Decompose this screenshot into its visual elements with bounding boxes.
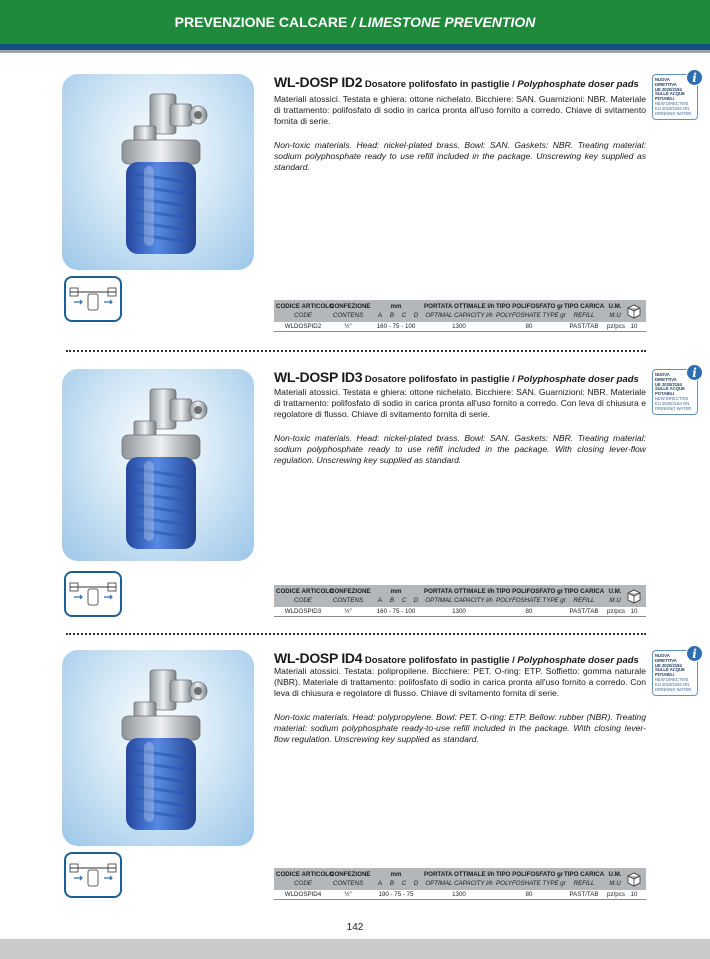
badge-line-it: NUOVA — [655, 77, 670, 82]
col-code: CODICE ARTICOLO — [276, 588, 334, 595]
col-um-en: M.U — [609, 880, 621, 887]
description-it: Materiali atossici. Testata e ghiera: ottone nichelato. Bicchiere: SAN. Guarnizioni: NBR. Materiale di trattamento: polifosfato di sodio in carica pronta all'uso fornito a corredo. Con leva di chiusura e regolatore di flusso. Chiave di svitamento fornita di serie. — [274, 387, 646, 420]
info-icon: i — [686, 364, 703, 381]
col-pack: CONFEZIONE — [330, 303, 371, 310]
col-type: TIPO POLIFOSFATO gr — [496, 871, 564, 878]
cell-type: 80 — [525, 323, 533, 330]
cell-pack: ½" — [344, 891, 352, 898]
cell-pack: ½" — [344, 608, 352, 615]
dosing-filter-illustration — [62, 650, 254, 846]
cell-code: WLDOSPID2 — [284, 323, 322, 330]
col-a: A — [377, 880, 383, 887]
box-icon — [626, 588, 642, 604]
table-row — [274, 607, 646, 617]
installation-diagram — [64, 571, 122, 617]
table-row — [274, 322, 646, 332]
badge-line-it: DIRETTIVA — [655, 81, 677, 87]
badge-line-en: NEW DIRECTIVE — [655, 395, 689, 401]
col-a: A — [377, 597, 383, 604]
product-code-title: WL-DOSP ID2 — [274, 74, 363, 90]
product-subtitle-it: Dosatore polifosfato in pastiglie / — [364, 79, 518, 90]
section-divider — [66, 350, 646, 352]
spec-table — [274, 868, 646, 900]
cell-capacity: 1300 — [452, 891, 466, 898]
dosing-filter-illustration — [62, 369, 254, 561]
cell-dims: 190 - 75 - 75 — [378, 891, 414, 898]
cell-capacity: 1300 — [452, 608, 466, 615]
cell-um: pz/pcs — [607, 323, 625, 330]
col-type-en: POLYFOSHATE TYPE gr — [496, 880, 566, 887]
cell-refill: PAST/TAB — [569, 608, 599, 615]
product-photo — [62, 369, 254, 561]
col-refill: TIPO CARICA — [564, 588, 605, 595]
col-pack: CONFEZIONE — [330, 588, 371, 595]
badge-line-en: EU 2020/2184 ON — [655, 681, 690, 687]
product-title — [274, 650, 646, 666]
cell-um: pz/pcs — [607, 608, 625, 615]
col-refill-en: REFILL — [573, 597, 595, 604]
badge-line-it: NUOVA — [655, 653, 670, 658]
installation-diagram-icon — [66, 278, 120, 320]
badge-line-it: DIRETTIVA — [655, 376, 677, 382]
col-refill-en: REFILL — [573, 312, 595, 319]
col-refill: TIPO CARICA — [564, 871, 605, 878]
box-icon — [626, 871, 642, 887]
badge-line-it: POTABILI — [655, 672, 675, 678]
col-um-en: M.U — [609, 312, 621, 319]
col-capacity: PORTATA OTTIMALE l/h — [424, 871, 495, 878]
description-it: Materiali atossici. Testata: polipropilene. Bicchiere: PET. O-ring: ETP. Soffietto: gomma naturale (NBR). Materiale di trattamento: polifosfato di sodio in carica pronta all'uso fornito a corredo. Con leva di chiusura e regolatore di flusso. Chiave di svitamento fornita di serie. — [274, 666, 646, 699]
badge-line-it: DIRETTIVA — [655, 657, 677, 663]
col-a: A — [377, 312, 383, 319]
product-photo — [62, 74, 254, 270]
badge-line-it: NUOVA — [655, 372, 670, 377]
badge-line-it: UE 2020/2184 — [655, 86, 682, 92]
product-title — [274, 74, 646, 90]
description-en: Non-toxic materials. Head: nickel-plated brass. Bowl: SAN. Gaskets: NBR. Treating material: sodium polyphosphate ready to use refill included in the package. With closing lever-flow regulation. Unscrewing key supplied as standard. — [274, 433, 646, 466]
installation-diagram-icon — [66, 854, 120, 896]
description-en: Non-toxic materials. Head: nickel-plated brass. Bowl: SAN. Gaskets: NBR. Treating material: sodium polyphosphate ready to use refill included in the package. Unscrewing key supplied as standard. — [274, 140, 646, 173]
col-d: D — [413, 880, 419, 887]
header-separator: / — [347, 14, 360, 30]
header-title-en: LIMESTONE PREVENTION — [359, 14, 536, 30]
dosing-filter-illustration — [62, 74, 254, 270]
badge-line-it: SULLE ACQUE — [655, 667, 685, 673]
col-mm: mm — [390, 303, 402, 310]
col-type: TIPO POLIFOSFATO gr — [496, 588, 564, 595]
col-b: B — [389, 880, 395, 887]
product-subtitle-it: Dosatore polifosfato in pastiglie / — [364, 655, 518, 666]
table-row — [274, 890, 646, 900]
col-d: D — [413, 597, 419, 604]
info-icon: i — [686, 69, 703, 86]
col-capacity-en: OPTIMAL CAPACITY l/h — [425, 312, 493, 319]
col-pack-en: CONTENS — [332, 312, 364, 319]
spec-table-header — [274, 585, 646, 607]
spec-table — [274, 300, 646, 332]
col-code: CODICE ARTICOLO — [276, 303, 334, 310]
cell-capacity: 1300 — [452, 323, 466, 330]
col-pack: CONFEZIONE — [330, 871, 371, 878]
col-c: C — [401, 597, 407, 604]
product-subtitle-en: Polyphosphate doser pads — [517, 655, 639, 666]
badge-line-it: UE 2020/2184 — [655, 662, 682, 668]
cell-pack: ½" — [344, 323, 352, 330]
col-code: CODICE ARTICOLO — [276, 871, 334, 878]
badge-line-en: NEW DIRECTIVE — [655, 100, 689, 106]
col-um-en: M.U — [609, 597, 621, 604]
installation-diagram-icon — [66, 573, 120, 615]
col-pack-en: CONTENS — [332, 597, 364, 604]
col-b: B — [389, 597, 395, 604]
directive-badge — [652, 647, 698, 696]
badge-line-it: POTABILI — [655, 391, 675, 397]
badge-line-en: EU 2020/2184 ON — [655, 105, 690, 111]
col-code-en: CODE — [294, 597, 312, 604]
col-refill: TIPO CARICA — [564, 303, 605, 310]
product-subtitle-it: Dosatore polifosfato in pastiglie / — [364, 374, 518, 385]
header-title-it: PREVENZIONE CALCARE — [174, 14, 348, 30]
page-footer-bar — [0, 939, 710, 959]
badge-line-it: SULLE ACQUE — [655, 91, 685, 97]
badge-line-en: DRINKING WATER — [655, 405, 692, 411]
product-code-title: WL-DOSP ID3 — [274, 369, 363, 385]
product-title — [274, 369, 646, 385]
col-code-en: CODE — [294, 880, 312, 887]
col-b: B — [389, 312, 395, 319]
cell-dims: 160 - 75 - 100 — [376, 608, 416, 615]
col-capacity: PORTATA OTTIMALE l/h — [424, 588, 495, 595]
spec-table-header — [274, 300, 646, 322]
col-type-en: POLYFOSHATE TYPE gr — [496, 312, 566, 319]
directive-badge — [652, 366, 698, 415]
page-number: 142 — [346, 922, 364, 933]
page-header — [0, 0, 710, 44]
col-c: C — [401, 880, 407, 887]
col-um: U.M. — [608, 588, 622, 595]
box-icon — [626, 303, 642, 319]
cell-um: pz/pcs — [607, 891, 625, 898]
cell-refill: PAST/TAB — [569, 323, 599, 330]
cell-qty: 10 — [630, 608, 638, 615]
product-subtitle-en: Polyphosphate doser pads — [517, 374, 639, 385]
col-code-en: CODE — [294, 312, 312, 319]
badge-line-it: UE 2020/2184 — [655, 381, 682, 387]
badge-line-en: NEW DIRECTIVE — [655, 676, 689, 682]
col-d: D — [413, 312, 419, 319]
description-it: Materiali atossici. Testata e ghiera: ottone nichelato. Bicchiere: SAN. Guarnizioni: NBR. Materiale di trattamento: polifosfato di sodio in carica pronta all'uso fornito a corredo. Chiave di svitamento fornita di serie. — [274, 94, 646, 127]
badge-line-it: SULLE ACQUE — [655, 386, 685, 392]
col-mm: mm — [390, 588, 402, 595]
col-capacity-en: OPTIMAL CAPACITY l/h — [425, 880, 493, 887]
col-capacity-en: OPTIMAL CAPACITY l/h — [425, 597, 493, 604]
cell-qty: 10 — [630, 891, 638, 898]
col-c: C — [401, 312, 407, 319]
col-refill-en: REFILL — [573, 880, 595, 887]
product-photo — [62, 650, 254, 846]
product-subtitle-en: Polyphosphate doser pads — [517, 79, 639, 90]
col-pack-en: CONTENS — [332, 880, 364, 887]
description-en: Non-toxic materials. Head: polypropylene. Bowl: PET. O-ring: ETP. Bellow: rubber (NBR). Treating material: sodium polyphosphate ready-to-use refill included in the package. With closing lever-flow regulation. Unscrewing key supplied as standard. — [274, 712, 646, 745]
col-um: U.M. — [608, 303, 622, 310]
col-capacity: PORTATA OTTIMALE l/h — [424, 303, 495, 310]
product-code-title: WL-DOSP ID4 — [274, 650, 363, 666]
cell-code: WLDOSPID3 — [284, 608, 322, 615]
col-um: U.M. — [608, 871, 622, 878]
col-mm: mm — [390, 871, 402, 878]
spec-table — [274, 585, 646, 617]
spec-table-header — [274, 868, 646, 890]
cell-type: 80 — [525, 891, 533, 898]
header-stripe-grey — [0, 50, 710, 53]
badge-line-en: DRINKING WATER — [655, 686, 692, 692]
info-icon: i — [686, 645, 703, 662]
cell-code: WLDOSPID4 — [284, 891, 322, 898]
cell-type: 80 — [525, 608, 533, 615]
section-divider — [66, 633, 646, 635]
col-type: TIPO POLIFOSFATO gr — [496, 303, 564, 310]
directive-badge — [652, 71, 698, 120]
installation-diagram — [64, 276, 122, 322]
badge-line-it: POTABILI — [655, 96, 675, 102]
badge-line-en: DRINKING WATER — [655, 110, 692, 116]
col-type-en: POLYFOSHATE TYPE gr — [496, 597, 566, 604]
cell-dims: 160 - 75 - 100 — [376, 323, 416, 330]
badge-line-en: EU 2020/2184 ON — [655, 400, 690, 406]
cell-qty: 10 — [630, 323, 638, 330]
cell-refill: PAST/TAB — [569, 891, 599, 898]
installation-diagram — [64, 852, 122, 898]
